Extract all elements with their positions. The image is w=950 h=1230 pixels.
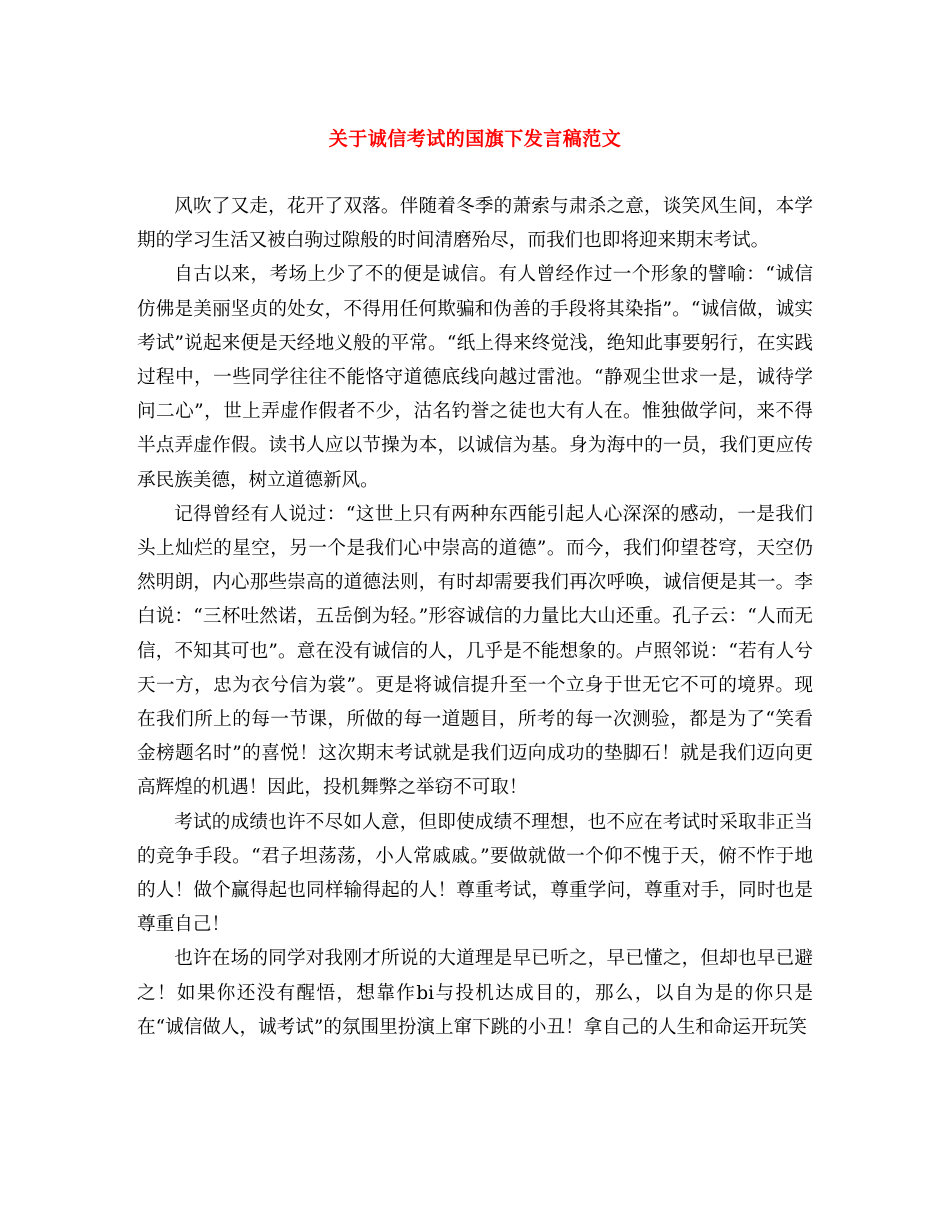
paragraph-4: 考试的成绩也许不尽如人意，但即使成绩不理想，也不应在考试时采取非正当的竞争手段。“君子坦荡荡，小人常戚戚。”要做就做一个仰不愧于天，俯不怍于地的人！做个赢得起也同样输得起的人！尊重考试，尊重学问，尊重对手，同时也是尊重自己！ — [137, 811, 813, 936]
document-title: 关于诚信考试的国旗下发言稿范文 — [328, 128, 622, 150]
document-body — [137, 190, 813, 1045]
paragraph-3: 记得曾经有人说过：“这世上只有两种东西能引起人心深深的感动，一是我们头上灿烂的星空，另一个是我们心中崇高的道德”。而今，我们仰望苍穹，天空仍然明朗，内心那些崇高的道德法则，有时却需要我们再次呼唤，诚信便是其一。李白说：“三杯吐然诺，五岳倒为轻。”形容诚信的力量比大山还重。孔子云：“人而无信，不知其可也”。意在没有诚信的人，几乎是不能想象的。卢照邻说：“若有人兮天一方，忠为衣兮信为裳”。更是将诚信提升至一个立身于世无它不可的境界。现在我们所上的每一节课，所做的每一道题目，所考的每一次测验，都是为了“笑看金榜题名时”的喜悦！这次期末考试就是我们迈向成功的垫脚石！就是我们迈向更高辉煌的机遇！因此，投机舞弊之举窃不可取！ — [137, 503, 813, 799]
paragraph-2: 自古以来，考场上少了不的便是诚信。有人曾经作过一个形象的譬喻：“诚信仿佛是美丽坚贞的处女，不得用任何欺骗和伪善的手段将其染指”。“诚信做，诚实考试”说起来便是天经地义般的平常。“纸上得来终觉浅，绝知此事要躬行，在实践过程中，一些同学往往不能恪守道德底线向越过雷池。“静观尘世求一是，诚待学问二心”，世上弄虚作假者不少，沽名钓誉之徒也大有人在。惟独做学问，来不得半点弄虚作假。读书人应以节操为本，以诚信为基。身为海中的一员，我们更应传承民族美德，树立道德新风。 — [137, 264, 813, 491]
paragraph-5: 也许在场的同学对我刚才所说的大道理是早已听之，早已懂之，但却也早已避之！如果你还没有醒悟，想靠作bi与投机达成目的，那么，以自为是的你只是在“诚信做人，诚考试”的氛围里扮演上窜下跳的小丑！拿自己的人生和命运开玩笑 — [137, 948, 813, 1038]
paragraph-1: 风吹了又走，花开了双落。伴随着冬季的萧索与肃杀之意，谈笑风生间，本学期的学习生活又被白驹过隙般的时间清磨殆尽，而我们也即将迎来期末考试。 — [137, 196, 813, 252]
